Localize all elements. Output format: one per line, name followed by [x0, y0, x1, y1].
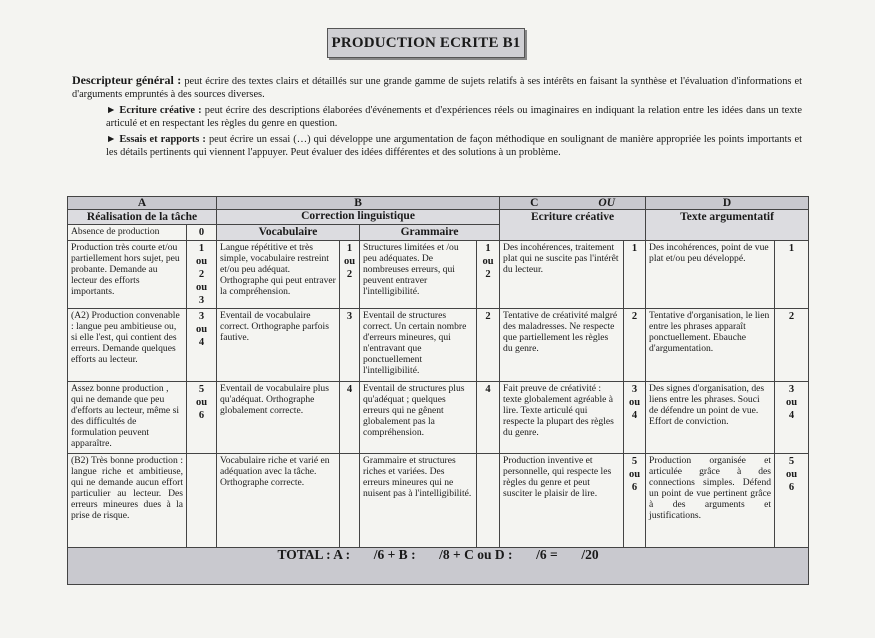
essays-descriptor-label: ► Essais et rapports :	[106, 134, 206, 146]
row2-realisation-text: (A2) Production convenable : langue peu ambitieuse ou, si elle l'est, qui contient des erreurs. Demande quelques efforts au lecteur.	[68, 309, 187, 382]
row3-realisation-score: 5 ou 6	[187, 382, 217, 454]
row4-argumentatif-score: 5 ou 6	[775, 454, 809, 548]
row2-grammaire-text: Eventail de structures correct. Un certain nombre d'erreurs mineures, qui n'entravant que ponctuellement l'intelligibilité.	[360, 309, 477, 382]
row3-realisation-text: Assez bonne production , qui ne demande que peu d'efforts au lecteur, même si des difficultés de formulation peuvent apparaître.	[68, 382, 187, 454]
row3-argumentatif-score: 3 ou 4	[775, 382, 809, 454]
row4-argumentatif-text: Production organisée et articulée grâce à des connections simples. Défend un point de vue pertinent grâce à des arguments et justifications.	[646, 454, 775, 548]
total-formula: TOTAL : A : /6 + B : /8 + C ou D : /6 = /20	[68, 548, 809, 585]
general-descriptor	[72, 74, 802, 101]
column-c-letter: C	[530, 197, 539, 209]
row1-ecriture-score: 1	[624, 241, 646, 309]
row4-ecriture-score: 5 ou 6	[624, 454, 646, 548]
row2-vocabulaire-text: Eventail de vocabulaire correct. Orthographe parfois fautive.	[217, 309, 340, 382]
realisation-header: Réalisation de la tâche	[68, 210, 217, 225]
creative-descriptor-text: peut écrire des descriptions élaborées d'événements et d'expériences réels ou imaginaires en indiquant la relation entre les idées dans un texte articulé et en respectant les règles du genre en question.	[106, 105, 802, 129]
vocabulaire-header: Vocabulaire	[217, 225, 360, 241]
row4-grammaire-text: Grammaire et structures riches et variées. Des erreurs mineures qui ne nuisent pas à l'intelligibilité.	[360, 454, 477, 548]
general-descriptor-text: peut écrire des textes clairs et détaillés sur une grande gamme de sujets relatifs à ses intérêts en faisant la synthèse et l'évaluation d'informations et d'arguments empruntés à des sources diverses.	[72, 76, 802, 100]
absence-score: 0	[187, 225, 217, 241]
column-d-header: D	[646, 197, 809, 210]
row1-grammaire-text: Structures limitées et /ou peu adéquates. De nombreuses erreurs, qui peuvent entraver l'intelligibilité.	[360, 241, 477, 309]
grading-table	[67, 196, 809, 585]
row2-ecriture-text: Tentative de créativité malgré des maladresses. Ne respecte que partiellement les règles du genre.	[500, 309, 624, 382]
table-row	[68, 241, 809, 309]
row1-argumentatif-score: 1	[775, 241, 809, 309]
ecriture-header: Ecriture créative	[500, 210, 646, 241]
table-row	[68, 382, 809, 454]
row1-argumentatif-text: Des incohérences, point de vue plat et/ou peu développé.	[646, 241, 775, 309]
essays-descriptor-text: peut écrire un essai (…) qui développe une argumentation de façon méthodique en soulignant de manière appropriée les points importants et les détails pertinents qui viennent l'appuyer. Peut évaluer des idées différentes et des solutions à un problème.	[106, 134, 802, 158]
row4-realisation-score	[187, 454, 217, 548]
row2-vocabulaire-score: 3	[340, 309, 360, 382]
row2-grammaire-score: 2	[477, 309, 500, 382]
creative-descriptor	[72, 105, 802, 130]
row3-vocabulaire-text: Eventail de vocabulaire plus qu'adéquat. Orthographe globalement correcte.	[217, 382, 340, 454]
row4-grammaire-score	[477, 454, 500, 548]
document-title: PRODUCTION ECRITE B1	[327, 28, 525, 58]
row3-vocabulaire-score: 4	[340, 382, 360, 454]
row1-vocabulaire-text: Langue répétitive et très simple, vocabulaire restreint et/ou peu adéquat. Orthographe qui peut entraver la compréhension.	[217, 241, 340, 309]
row2-realisation-score: 3 ou 4	[187, 309, 217, 382]
creative-descriptor-label: ► Ecriture créative :	[106, 105, 202, 117]
row3-grammaire-score: 4	[477, 382, 500, 454]
row1-grammaire-score: 1 ou 2	[477, 241, 500, 309]
grammaire-header: Grammaire	[360, 225, 500, 241]
descriptors-section	[72, 74, 802, 164]
row1-realisation-score: 1 ou 2 ou 3	[187, 241, 217, 309]
row3-ecriture-score: 3 ou 4	[624, 382, 646, 454]
row2-argumentatif-text: Tentative d'organisation, le lien entre les phrases apparaît ponctuellement. Ebauche d'argumentation.	[646, 309, 775, 382]
row3-grammaire-text: Eventail de structures plus qu'adéquat ; quelques erreurs qui ne gênent globalement pas la compréhension.	[360, 382, 477, 454]
column-b-header: B	[217, 197, 500, 210]
general-descriptor-label: Descripteur général :	[72, 73, 182, 87]
row4-vocabulaire-score	[340, 454, 360, 548]
correction-header: Correction linguistique	[217, 210, 500, 225]
row4-realisation-text: (B2) Très bonne production : langue riche et ambitieuse, qui ne demande aucun effort particulier au lecteur. Des erreurs mineures dues à la prise de risque.	[68, 454, 187, 548]
texte-arg-header: Texte argumentatif	[646, 210, 809, 241]
table-row	[68, 309, 809, 382]
row3-ecriture-text: Fait preuve de créativité : texte globalement agréable à lire. Texte articulé qui respecte la plupart des règles du genre.	[500, 382, 624, 454]
essays-descriptor	[72, 134, 802, 159]
absence-label: Absence de production	[68, 225, 187, 241]
column-c-header	[500, 197, 646, 210]
column-ou-label: OU	[598, 197, 616, 209]
row4-vocabulaire-text: Vocabulaire riche et varié en adéquation avec la tâche. Orthographe correcte.	[217, 454, 340, 548]
total-row	[68, 548, 809, 585]
column-a-header: A	[68, 197, 217, 210]
row4-ecriture-text: Production inventive et personnelle, qui respecte les règles du genre et peut susciter le plaisir de lire.	[500, 454, 624, 548]
row2-ecriture-score: 2	[624, 309, 646, 382]
row3-argumentatif-text: Des signes d'organisation, des liens entre les phrases. Souci de défendre un point de vue. Effort de conviction.	[646, 382, 775, 454]
row1-realisation-text: Production très courte et/ou partiellement hors sujet, peu probante. Demande au lecteur des efforts importants.	[68, 241, 187, 309]
table-row	[68, 454, 809, 548]
row1-vocabulaire-score: 1 ou 2	[340, 241, 360, 309]
row1-ecriture-text: Des incohérences, traitement plat qui ne suscite pas l'intérêt du lecteur.	[500, 241, 624, 309]
row2-argumentatif-score: 2	[775, 309, 809, 382]
